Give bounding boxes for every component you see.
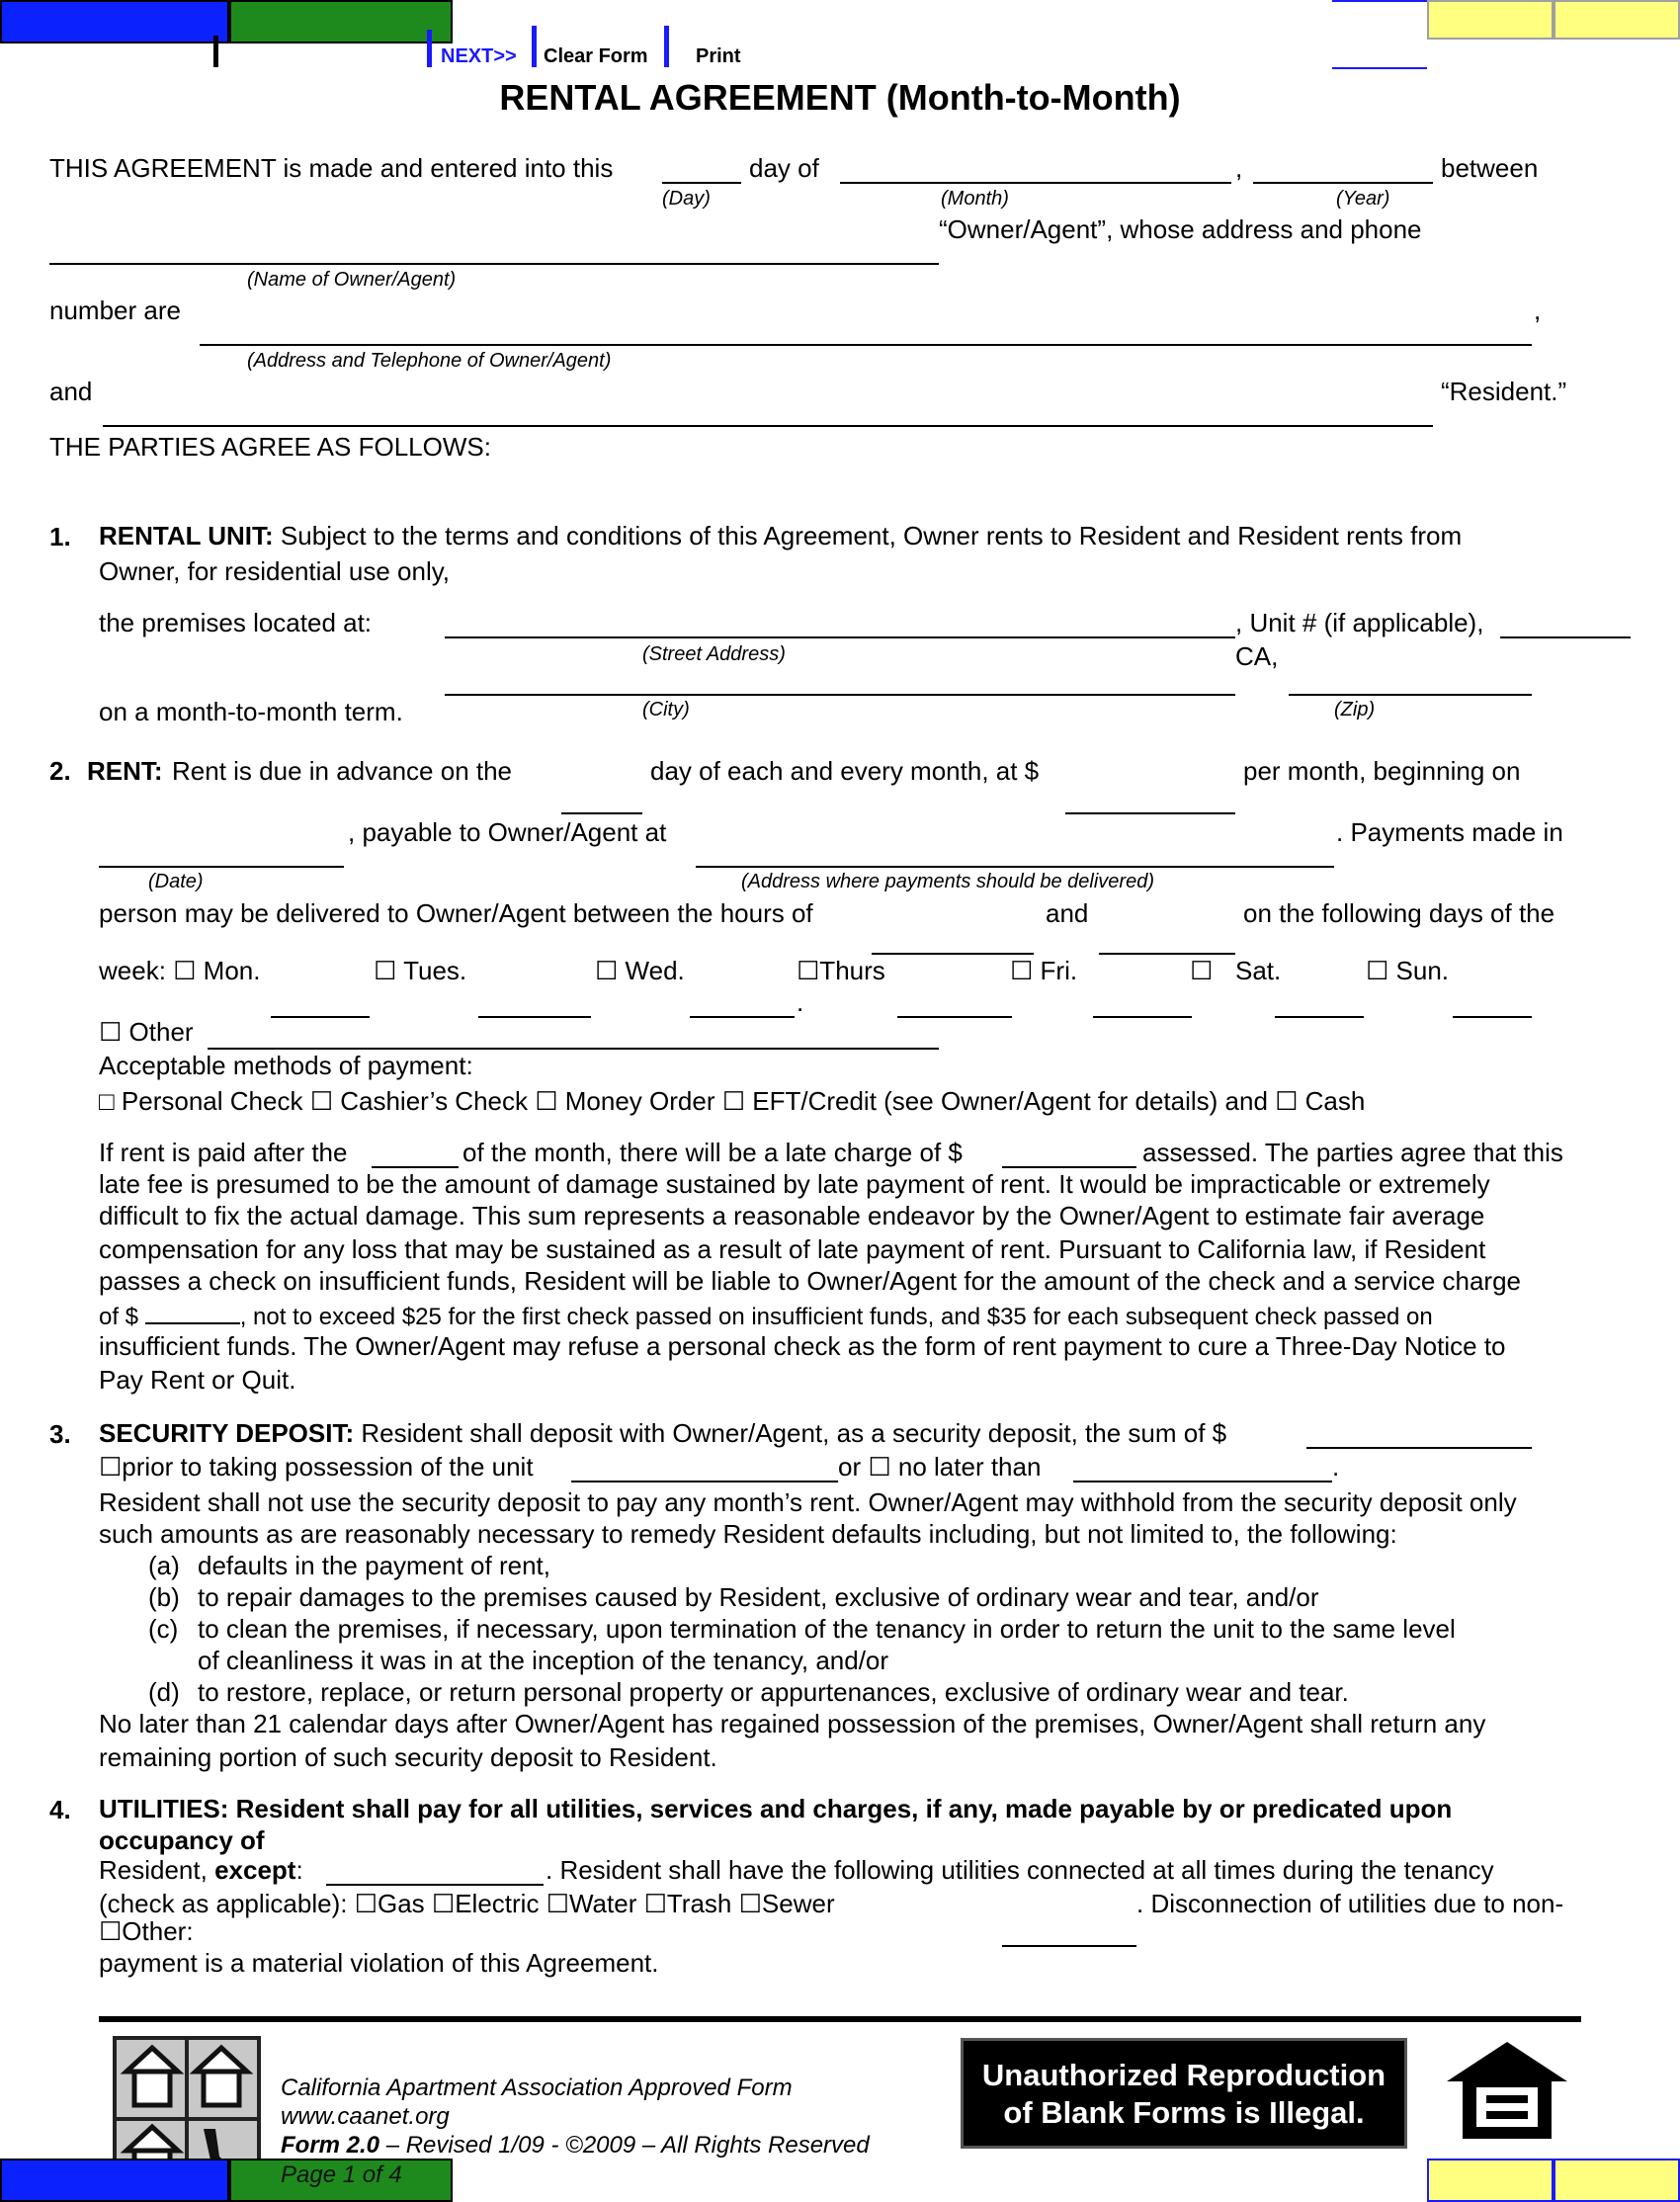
late-text-6a: of $ bbox=[99, 1304, 139, 1330]
section-3-body: Resident shall deposit with Owner/Agent, as a security deposit, the sum of $ bbox=[354, 1418, 1227, 1448]
utilities-text-4: payment is a material violation of this Agreement. bbox=[99, 1948, 659, 1978]
utilities-other-checkbox[interactable]: ☐Other: bbox=[99, 1916, 194, 1946]
day-field[interactable] bbox=[662, 182, 741, 184]
deposit-text-3: Resident shall not use the security deposit to pay any month’s rent. Owner/Agent may withhold from the security deposit only bbox=[99, 1487, 1517, 1517]
caption-street: (Street Address) bbox=[642, 643, 786, 665]
owner-address-text: “Owner/Agent”, whose address and phone bbox=[939, 214, 1422, 244]
intro-comma: , bbox=[1235, 153, 1243, 183]
utilities-line-1 bbox=[99, 1854, 303, 1886]
warning-line-2: of Blank Forms is Illegal. bbox=[1003, 2095, 1365, 2130]
late-text-8: Pay Rent or Quit. bbox=[99, 1365, 296, 1395]
rent-start-date-field[interactable] bbox=[99, 866, 344, 868]
deposit-prior-field[interactable] bbox=[571, 1481, 838, 1482]
bottom-yellow-field-1[interactable] bbox=[1427, 2159, 1554, 2202]
section-3-number: 3. bbox=[49, 1419, 71, 1449]
payable-text: , payable to Owner/Agent at bbox=[348, 817, 667, 847]
unit-number-field[interactable] bbox=[1500, 636, 1631, 638]
following-days-text: on the following days of the bbox=[1243, 898, 1555, 928]
section-4-number: 4. bbox=[49, 1795, 71, 1824]
deposit-item-b: to repair damages to the premises caused by Resident, exclusive of ordinary wear and tear, and/or bbox=[198, 1582, 1319, 1612]
day-sunday-checkbox[interactable]: ☐ Sun. bbox=[1366, 956, 1450, 985]
print-bar bbox=[664, 26, 669, 67]
section-3-heading: SECURITY DEPOSIT: bbox=[99, 1418, 355, 1448]
year-field[interactable] bbox=[1253, 182, 1433, 184]
utilities-except-field[interactable] bbox=[326, 1884, 544, 1886]
rent-text-2: day of each and every month, at $ bbox=[650, 756, 1040, 786]
equal-housing-graphic bbox=[1443, 2038, 1571, 2145]
other-day-checkbox[interactable]: ☐ Other bbox=[99, 1017, 194, 1047]
month-field[interactable] bbox=[840, 182, 1231, 184]
hours-text: person may be delivered to Owner/Agent between the hours of bbox=[99, 898, 813, 928]
city-field[interactable] bbox=[445, 694, 1235, 696]
section-1-body: Subject to the terms and conditions of this Agreement, Owner rents to Resident and Resident rents from bbox=[273, 521, 1463, 550]
rent-due-day-field[interactable] bbox=[561, 812, 642, 814]
footer-form-number: Form 2.0 bbox=[281, 2132, 380, 2159]
deposit-item-b-key: (b) bbox=[148, 1582, 180, 1612]
section-1-text-2: Owner, for residential use only, bbox=[99, 556, 451, 586]
section-3-line-1 bbox=[99, 1417, 1226, 1449]
month-term-text: on a month-to-month term. bbox=[99, 697, 403, 726]
clear-bar bbox=[532, 26, 537, 67]
resident-name-field[interactable] bbox=[103, 425, 1433, 427]
utilities-text-2: . Disconnection of utilities due to non- bbox=[1136, 1889, 1564, 1918]
intro-text-2: day of bbox=[749, 153, 819, 183]
rent-text-3: per month, beginning on bbox=[1243, 756, 1521, 786]
owner-name-field[interactable] bbox=[49, 263, 939, 265]
caption-date: (Date) bbox=[148, 871, 204, 892]
caption-address-phone: (Address and Telephone of Owner/Agent) bbox=[247, 350, 612, 372]
top-yellow-field-2[interactable] bbox=[1554, 0, 1680, 40]
caption-payment-address: (Address where payments should be delivered) bbox=[741, 871, 1154, 892]
unit-label: , Unit # (if applicable), bbox=[1235, 608, 1484, 637]
deposit-item-a-key: (a) bbox=[148, 1551, 180, 1580]
day-wednesday-hours[interactable] bbox=[690, 1016, 795, 1018]
next-bar bbox=[427, 30, 432, 67]
bottom-blue-button[interactable] bbox=[0, 2159, 229, 2202]
nav-green-button[interactable] bbox=[229, 0, 453, 43]
section-1-text bbox=[99, 520, 1462, 551]
deposit-item-d-key: (d) bbox=[148, 1677, 180, 1707]
premises-label: the premises located at: bbox=[99, 608, 373, 637]
bottom-yellow-field-2[interactable] bbox=[1554, 2159, 1680, 2202]
utilities-other-field[interactable] bbox=[1002, 1945, 1136, 1947]
late-text-6b: , not to exceed $25 for the first check passed on insufficient funds, and $35 for each subsequent check passed on bbox=[239, 1304, 1433, 1330]
deposit-period: . bbox=[1332, 1452, 1340, 1482]
footer-rule bbox=[99, 2016, 1581, 2022]
toolbar-divider bbox=[213, 36, 218, 67]
day-tuesday-hours[interactable] bbox=[478, 1016, 591, 1018]
utilities-checkboxes[interactable]: (check as applicable): ☐Gas ☐Electric ☐Water ☐Trash ☐Sewer bbox=[99, 1889, 835, 1918]
caption-month: (Month) bbox=[941, 188, 1009, 210]
day-monday-hours[interactable] bbox=[271, 1016, 370, 1018]
section-2-number: 2. bbox=[49, 756, 71, 786]
late-text-1c: assessed. The parties agree that this bbox=[1142, 1138, 1563, 1167]
caption-city: (City) bbox=[642, 699, 690, 720]
nav-blue-button[interactable] bbox=[0, 0, 229, 43]
top-right-field-underline[interactable] bbox=[1332, 67, 1427, 69]
day-friday-checkbox[interactable]: ☐ Fri. bbox=[1010, 956, 1078, 985]
street-address-field[interactable] bbox=[445, 636, 1235, 638]
warning-line-1: Unauthorized Reproduction bbox=[981, 2058, 1386, 2092]
intro-between: between bbox=[1441, 153, 1539, 183]
day-thursday-hours[interactable] bbox=[897, 1016, 1012, 1018]
deposit-later-field[interactable] bbox=[1073, 1481, 1332, 1482]
deposit-item-c: to clean the premises, if necessary, upon termination of the tenancy in order to return the unit to the same level bbox=[198, 1614, 1456, 1644]
top-yellow-field-1[interactable] bbox=[1427, 0, 1554, 40]
zip-field[interactable] bbox=[1289, 694, 1532, 696]
deposit-text-6: remaining portion of such security deposit to Resident. bbox=[99, 1742, 717, 1772]
deposit-text-4: such amounts as are reasonably necessary to remedy Resident defaults including, but not limited to, the following: bbox=[99, 1519, 1397, 1549]
deposit-item-a: defaults in the payment of rent, bbox=[198, 1551, 550, 1580]
caption-year: (Year) bbox=[1336, 188, 1390, 210]
reproduction-warning-box bbox=[961, 2038, 1407, 2149]
day-sunday-hours[interactable] bbox=[1453, 1016, 1532, 1018]
day-wednesday-checkbox[interactable]: ☐ Wed. bbox=[595, 956, 685, 985]
late-text-5: passes a check on insufficient funds, Resident will be liable to Owner/Agent for the amount of the check and a service charge bbox=[99, 1266, 1522, 1296]
equal-housing-icon bbox=[1443, 2038, 1571, 2145]
next-button[interactable]: NEXT>> bbox=[441, 45, 517, 67]
late-text-1b: of the month, there will be a late charge of $ bbox=[462, 1138, 963, 1167]
utilities-colon: : bbox=[295, 1855, 303, 1885]
ca-label: CA, bbox=[1235, 641, 1279, 671]
deposit-later-checkbox[interactable]: or ☐ no later than bbox=[838, 1452, 1042, 1482]
utilities-resident: Resident, bbox=[99, 1855, 215, 1885]
payment-methods-checkboxes[interactable]: □ Personal Check ☐ Cashier’s Check ☐ Money Order ☐ EFT/Credit (see Owner/Agent for details) and ☐ Cash bbox=[99, 1086, 1366, 1116]
payment-methods-label: Acceptable methods of payment: bbox=[99, 1051, 473, 1080]
number-are-comma: , bbox=[1534, 296, 1542, 325]
utilities-text-1: . Resident shall have the following utilities connected at all times during the tenancy bbox=[546, 1855, 1494, 1885]
page-indicator-text: Page 1 of 4 bbox=[281, 2161, 402, 2188]
day-saturday-label: Sat. bbox=[1235, 956, 1282, 985]
hours-and-text: and bbox=[1046, 898, 1089, 928]
hours-to-field[interactable] bbox=[1099, 953, 1235, 955]
rent-amount-field[interactable] bbox=[1065, 812, 1235, 814]
day-saturday-checkbox[interactable]: ☐ bbox=[1190, 956, 1214, 985]
days-period: . bbox=[797, 987, 804, 1017]
late-text-4: compensation for any loss that may be sustained as a result of late payment of rent. Pursuant to California law, if Resident bbox=[99, 1234, 1486, 1264]
rent-text-1: Rent is due in advance on the bbox=[172, 756, 513, 786]
deposit-amount-field[interactable] bbox=[1306, 1447, 1532, 1449]
late-text-1a: If rent is paid after the bbox=[99, 1138, 348, 1167]
number-are-text: number are bbox=[49, 296, 181, 325]
footer-url[interactable]: www.caanet.org bbox=[281, 2103, 450, 2130]
parties-heading: THE PARTIES AGREE AS FOLLOWS: bbox=[49, 432, 491, 462]
utilities-except: except bbox=[214, 1855, 296, 1885]
caption-zip: (Zip) bbox=[1334, 699, 1376, 720]
top-right-field-top[interactable] bbox=[1332, 0, 1427, 2]
deposit-item-d: to restore, replace, or return personal property or appurtenances, exclusive of ordinary wear and tear. bbox=[198, 1677, 1349, 1707]
payment-address-field[interactable] bbox=[696, 866, 1334, 868]
resident-text: “Resident.” bbox=[1441, 377, 1567, 406]
day-monday-checkbox[interactable]: week: ☐ Mon. bbox=[99, 956, 261, 985]
section-1-heading: RENTAL UNIT: bbox=[99, 521, 274, 550]
deposit-prior-checkbox[interactable]: ☐prior to taking possession of the unit bbox=[99, 1452, 534, 1482]
caption-owner-name: (Name of Owner/Agent) bbox=[247, 269, 457, 291]
deposit-item-c-cont: of cleanliness it was in at the inception of the tenancy, and/or bbox=[198, 1646, 889, 1675]
caption-day: (Day) bbox=[662, 188, 711, 210]
late-text-6 bbox=[99, 1299, 1433, 1332]
day-friday-hours[interactable] bbox=[1093, 1016, 1192, 1018]
section-2-heading: RENT: bbox=[87, 756, 163, 786]
footer-form-rest: – Revised 1/09 - ©2009 – All Rights Reserved bbox=[379, 2132, 870, 2159]
and-text: and bbox=[49, 377, 93, 406]
day-saturday-hours[interactable] bbox=[1275, 1016, 1364, 1018]
day-thursday-checkbox[interactable]: ☐Thurs bbox=[797, 956, 885, 985]
nsf-charge-field[interactable] bbox=[145, 1299, 240, 1324]
late-text-7: insufficient funds. The Owner/Agent may refuse a personal check as the form of rent payment to cure a Three-Day Notice to bbox=[99, 1331, 1506, 1361]
day-tuesday-checkbox[interactable]: ☐ Tues. bbox=[374, 956, 467, 985]
deposit-item-c-key: (c) bbox=[148, 1614, 179, 1644]
section-1-number: 1. bbox=[49, 522, 71, 551]
late-text-3: difficult to fix the actual damage. This sum represents a reasonable endeavor by the Owner/Agent to estimate fair average bbox=[99, 1201, 1485, 1230]
section-4-heading: UTILITIES: Resident shall pay for all utilities, services and charges, if any, made payable by or predicated upon bbox=[99, 1794, 1453, 1823]
payments-made-text: . Payments made in bbox=[1336, 817, 1563, 847]
footer-approved-text: California Apartment Association Approved Form bbox=[281, 2075, 793, 2101]
page-title: RENTAL AGREEMENT (Month-to-Month) bbox=[499, 77, 1181, 118]
print-button[interactable]: Print bbox=[696, 45, 741, 67]
owner-address-field[interactable] bbox=[200, 344, 1532, 346]
footer-form-info bbox=[281, 2131, 870, 2160]
deposit-text-5: No later than 21 calendar days after Owner/Agent has regained possession of the premises, Owner/Agent shall return any bbox=[99, 1709, 1486, 1738]
clear-form-button[interactable]: Clear Form bbox=[544, 45, 648, 67]
late-text-2: late fee is presumed to be the amount of damage sustained by late payment of rent. It would be impracticable or extremely bbox=[99, 1169, 1490, 1199]
section-4-heading-2: occupancy of bbox=[99, 1825, 265, 1855]
intro-text-1: THIS AGREEMENT is made and entered into this bbox=[49, 153, 614, 183]
